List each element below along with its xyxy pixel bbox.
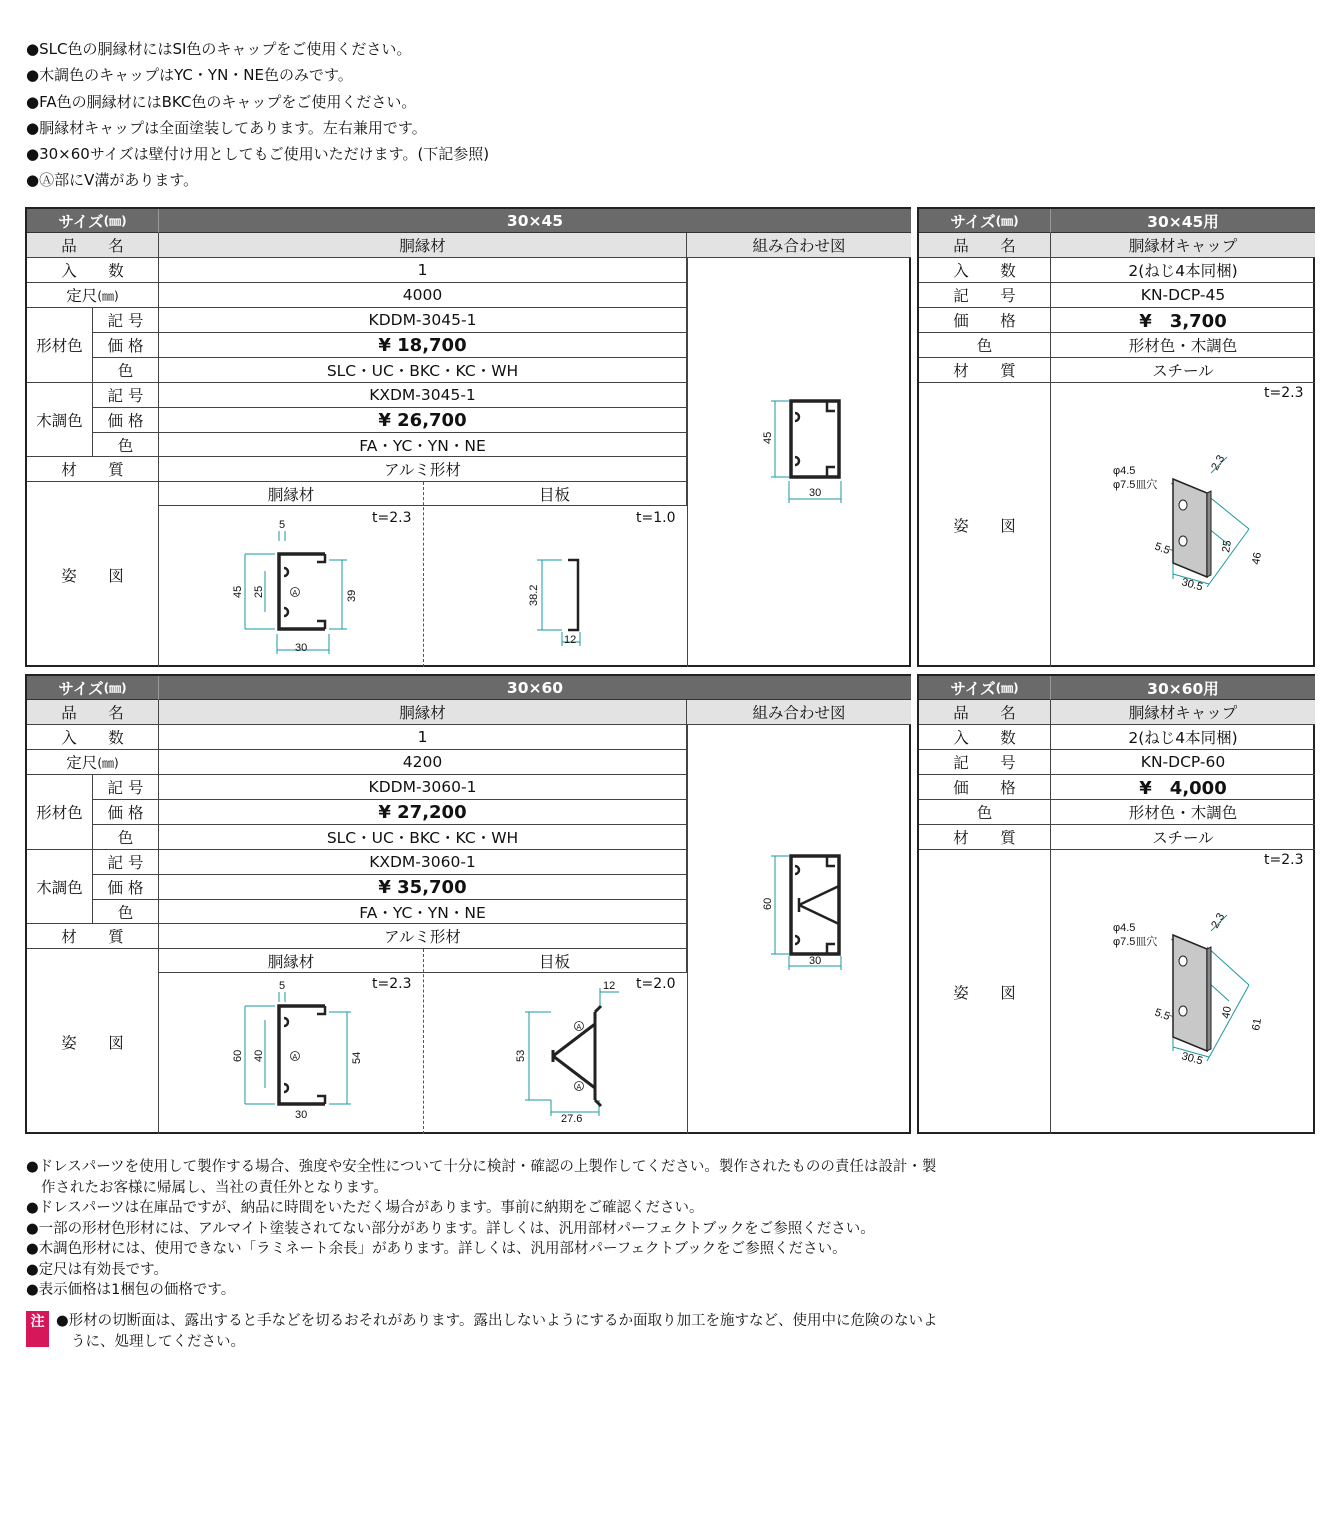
size-label: サイズ bbox=[58, 679, 104, 698]
product-name: 胴縁材 bbox=[159, 700, 687, 725]
profile-code: KDDM-3060-1 bbox=[159, 775, 687, 800]
bottom-note: ● 木調色形材には、使用できない「ラミネート余長」があります。詳しくは、汎用部材パーフェクトブックをご参照ください。 bbox=[26, 1239, 1016, 1260]
dim-height: 45 bbox=[232, 585, 244, 598]
top-notes bbox=[26, 36, 1026, 194]
profile-price: ¥ 18,700 bbox=[159, 333, 687, 358]
top-note: ● Ⓐ部にV溝があります。 bbox=[26, 167, 1026, 193]
dim-inner: 40 bbox=[253, 1049, 265, 1062]
joint-section-diagram bbox=[522, 544, 622, 654]
material-value: スチール bbox=[1051, 825, 1315, 850]
code-label: 記 号 bbox=[919, 283, 1051, 308]
material-label: 材 質 bbox=[919, 825, 1051, 850]
code-label: 記 号 bbox=[93, 383, 159, 408]
size-value: 30×60用 bbox=[1051, 676, 1315, 700]
dim-height: 53 bbox=[515, 1049, 527, 1062]
combination-diagram bbox=[757, 846, 897, 986]
size-label: サイズ bbox=[950, 212, 996, 231]
material-value: アルミ形材 bbox=[159, 457, 687, 482]
price-label: 価 格 bbox=[919, 775, 1051, 800]
warning-line: ●形材の切断面は、露出すると手などを切るおそれがあります。露出しないようにするか面取り加工を施すなど、使用中に危険のないよ bbox=[56, 1313, 938, 1329]
dim-top: 12 bbox=[603, 980, 616, 992]
color-value: 形材色・木調色 bbox=[1051, 333, 1315, 358]
furring-section-diagram bbox=[217, 976, 367, 1126]
color-label: 色 bbox=[919, 333, 1051, 358]
joint-sub-label: 目板 bbox=[423, 949, 687, 973]
furring-sub-label: 胴縁材 bbox=[159, 482, 423, 506]
size-value: 30×45用 bbox=[1051, 209, 1315, 233]
dim-thickness: 2.3 bbox=[1209, 911, 1228, 931]
mark-a: A bbox=[292, 1054, 298, 1061]
top-note: ● FA色の胴縁材にはBKC色のキャップをご使用ください。 bbox=[26, 89, 1026, 115]
bottom-note: ● ドレスパーツは在庫品ですが、納品に時間をいただく場合があります。事前に納期をご確認ください。 bbox=[26, 1198, 1016, 1219]
size-label: サイズ bbox=[950, 679, 996, 698]
price-label: 価 格 bbox=[93, 875, 159, 900]
product-name: 胴縁材キャップ bbox=[1051, 233, 1315, 258]
dim-width: 30.5 bbox=[1180, 576, 1205, 594]
cap-diagram bbox=[1099, 901, 1279, 1081]
profile-colors: SLC・UC・BKC・KC・WH bbox=[159, 358, 687, 383]
furring-section-diagram bbox=[217, 514, 367, 662]
dim-height: 45 bbox=[762, 431, 774, 444]
dim-height: 60 bbox=[232, 1049, 244, 1062]
size-unit: (㎜) bbox=[103, 681, 127, 695]
dim-top: 5 bbox=[279, 980, 286, 992]
bottom-note: ● 表示価格は1梱包の価格です。 bbox=[26, 1280, 1016, 1301]
wood-color-label: 木調色 bbox=[27, 383, 93, 457]
length-unit: (㎜) bbox=[97, 755, 119, 770]
dim-width: 27.6 bbox=[561, 1113, 583, 1125]
wood-colors: FA・YC・YN・NE bbox=[159, 900, 687, 924]
figure-label: 姿 図 bbox=[27, 949, 159, 1134]
mark-a: A bbox=[292, 590, 298, 597]
dim-width: 30 bbox=[809, 955, 822, 967]
quantity-value: 2(ねじ4本同梱) bbox=[1051, 258, 1315, 283]
wood-price: ¥ 35,700 bbox=[159, 875, 687, 900]
product-name-label: 品 名 bbox=[27, 700, 159, 725]
length-value: 4200 bbox=[159, 750, 687, 775]
size-header bbox=[27, 676, 159, 700]
color-label: 色 bbox=[93, 433, 159, 457]
material-value: スチール bbox=[1051, 358, 1315, 383]
warning-badge: 注 bbox=[26, 1311, 49, 1347]
code-label: 記 号 bbox=[93, 308, 159, 333]
quantity-label: 入 数 bbox=[919, 258, 1051, 283]
product-name-label: 品 名 bbox=[27, 233, 159, 258]
material-label: 材 質 bbox=[919, 358, 1051, 383]
length-label-text: 定尺 bbox=[66, 287, 98, 305]
figure-label: 姿 図 bbox=[919, 383, 1051, 667]
dim-height: 46 bbox=[1250, 551, 1265, 566]
quantity-label: 入 数 bbox=[27, 725, 159, 750]
wood-code: KXDM-3060-1 bbox=[159, 850, 687, 875]
price-value: ¥ 3,700 bbox=[1051, 308, 1315, 333]
price-label: 価 格 bbox=[93, 408, 159, 433]
color-label: 色 bbox=[93, 900, 159, 924]
price-label: 価 格 bbox=[93, 333, 159, 358]
joint-section-diagram bbox=[507, 976, 647, 1126]
material-label: 材 質 bbox=[27, 457, 159, 482]
dim-height: 60 bbox=[762, 897, 774, 910]
quantity-value: 1 bbox=[159, 258, 687, 283]
bottom-notes bbox=[26, 1157, 1016, 1301]
dim-height: 61 bbox=[1250, 1017, 1265, 1032]
warning-line: うに、処理してください。 bbox=[71, 1333, 245, 1350]
mark-a: A bbox=[576, 1084, 582, 1091]
combination-label: 組み合わせ図 bbox=[687, 233, 911, 258]
product-name: 胴縁材キャップ bbox=[1051, 700, 1315, 725]
dim-right: 54 bbox=[351, 1051, 363, 1064]
profile-color-label: 形材色 bbox=[27, 775, 93, 850]
color-label: 色 bbox=[93, 358, 159, 383]
cap-thickness: t=2.3 bbox=[1264, 385, 1304, 401]
combination-diagram bbox=[757, 389, 897, 509]
figure-label: 姿 図 bbox=[27, 482, 159, 667]
cap-diagram bbox=[1099, 449, 1279, 609]
length-label bbox=[27, 283, 159, 308]
color-value: 形材色・木調色 bbox=[1051, 800, 1315, 825]
mark-a: A bbox=[576, 1024, 582, 1031]
size-value: 30×45 bbox=[159, 209, 911, 233]
size-unit: (㎜) bbox=[995, 681, 1019, 695]
dim-right: 39 bbox=[346, 589, 358, 602]
size-value: 30×60 bbox=[159, 676, 911, 700]
cap-thickness: t=2.3 bbox=[1264, 852, 1304, 868]
profile-color-label: 形材色 bbox=[27, 308, 93, 383]
cap-table-30x45 bbox=[917, 207, 1315, 667]
bottom-note: ● ドレスパーツを使用して製作する場合、強度や安全性について十分に検討・確認の上製作してください。製作されたものの責任は設計・製 bbox=[26, 1157, 1016, 1178]
main-table-30x60 bbox=[25, 674, 911, 1134]
dim-edge: 5.5 bbox=[1152, 1006, 1172, 1024]
cap-table-30x60 bbox=[917, 674, 1315, 1134]
top-note: ● 胴縁材キャップは全面塗装してあります。左右兼用です。 bbox=[26, 115, 1026, 141]
dim-width: 12 bbox=[564, 634, 577, 646]
dim-width: 30 bbox=[295, 1109, 308, 1121]
profile-code: KDDM-3045-1 bbox=[159, 308, 687, 333]
hole-small: φ4.5 bbox=[1113, 922, 1136, 934]
dim-width: 30.5 bbox=[1180, 1050, 1205, 1068]
figure-label: 姿 図 bbox=[919, 850, 1051, 1134]
dim-inner: 40 bbox=[1220, 1005, 1235, 1020]
length-label bbox=[27, 750, 159, 775]
quantity-label: 入 数 bbox=[919, 725, 1051, 750]
length-label-text: 定尺 bbox=[66, 754, 98, 772]
furring-sub-label: 胴縁材 bbox=[159, 949, 423, 973]
column-divider bbox=[687, 258, 688, 667]
dim-edge: 5.5 bbox=[1152, 540, 1172, 558]
wood-color-label: 木調色 bbox=[27, 850, 93, 924]
figure-divider bbox=[423, 482, 424, 667]
size-header bbox=[919, 209, 1051, 233]
size-unit: (㎜) bbox=[103, 214, 127, 228]
code-value: KN-DCP-45 bbox=[1051, 283, 1315, 308]
price-value: ¥ 4,000 bbox=[1051, 775, 1315, 800]
color-label: 色 bbox=[93, 825, 159, 850]
figure-divider bbox=[423, 949, 424, 1134]
code-label: 記 号 bbox=[919, 750, 1051, 775]
bottom-note: ● 定尺は有効長です。 bbox=[26, 1260, 1016, 1281]
hole-small: φ4.5 bbox=[1113, 465, 1136, 477]
dim-width: 30 bbox=[295, 642, 308, 654]
profile-price: ¥ 27,200 bbox=[159, 800, 687, 825]
top-note: ● SLC色の胴縁材にはSI色のキャップをご使用ください。 bbox=[26, 36, 1026, 62]
size-header bbox=[919, 676, 1051, 700]
material-value: アルミ形材 bbox=[159, 924, 687, 949]
price-label: 価 格 bbox=[93, 800, 159, 825]
quantity-value: 1 bbox=[159, 725, 687, 750]
dim-inner: 25 bbox=[253, 585, 265, 598]
product-name-label: 品 名 bbox=[919, 700, 1051, 725]
main-table-30x45 bbox=[25, 207, 911, 667]
product-name: 胴縁材 bbox=[159, 233, 687, 258]
wood-price: ¥ 26,700 bbox=[159, 408, 687, 433]
size-header bbox=[27, 209, 159, 233]
wood-code: KXDM-3045-1 bbox=[159, 383, 687, 408]
warning-text bbox=[56, 1311, 1016, 1352]
joint-thickness: t=2.0 bbox=[636, 976, 676, 992]
wood-colors: FA・YC・YN・NE bbox=[159, 433, 687, 457]
hole-countersink: φ7.5皿穴 bbox=[1113, 936, 1158, 948]
code-value: KN-DCP-60 bbox=[1051, 750, 1315, 775]
material-label: 材 質 bbox=[27, 924, 159, 949]
dim-top: 5 bbox=[279, 519, 286, 531]
dim-width: 30 bbox=[809, 487, 822, 499]
code-label: 記 号 bbox=[93, 775, 159, 800]
size-label: サイズ bbox=[58, 212, 104, 231]
dim-height: 38.2 bbox=[528, 584, 540, 606]
joint-sub-label: 目板 bbox=[423, 482, 687, 506]
dim-inner: 25 bbox=[1220, 539, 1235, 554]
joint-thickness: t=1.0 bbox=[636, 510, 676, 526]
quantity-value: 2(ねじ4本同梱) bbox=[1051, 725, 1315, 750]
hole-countersink: φ7.5皿穴 bbox=[1113, 479, 1158, 491]
product-name-label: 品 名 bbox=[919, 233, 1051, 258]
bottom-note-continued: 作されたお客様に帰属し、当社の責任外となります。 bbox=[41, 1179, 388, 1196]
quantity-label: 入 数 bbox=[27, 258, 159, 283]
code-label: 記 号 bbox=[93, 850, 159, 875]
length-value: 4000 bbox=[159, 283, 687, 308]
combination-label: 組み合わせ図 bbox=[687, 700, 911, 725]
furring-thickness: t=2.3 bbox=[372, 510, 412, 526]
profile-colors: SLC・UC・BKC・KC・WH bbox=[159, 825, 687, 850]
furring-thickness: t=2.3 bbox=[372, 976, 412, 992]
length-unit: (㎜) bbox=[97, 288, 119, 303]
dim-thickness: 2.3 bbox=[1209, 453, 1228, 473]
top-note: ● 30×60サイズは壁付け用としてもご使用いただけます。(下記参照) bbox=[26, 141, 1026, 167]
color-label: 色 bbox=[919, 800, 1051, 825]
column-divider bbox=[687, 725, 688, 1134]
size-unit: (㎜) bbox=[995, 214, 1019, 228]
bottom-note: ● 一部の形材色形材には、アルマイト塗装されてない部分があります。詳しくは、汎用部材パーフェクトブックをご参照ください。 bbox=[26, 1219, 1016, 1240]
top-note: ● 木調色のキャップはYC・YN・NE色のみです。 bbox=[26, 62, 1026, 88]
price-label: 価 格 bbox=[919, 308, 1051, 333]
